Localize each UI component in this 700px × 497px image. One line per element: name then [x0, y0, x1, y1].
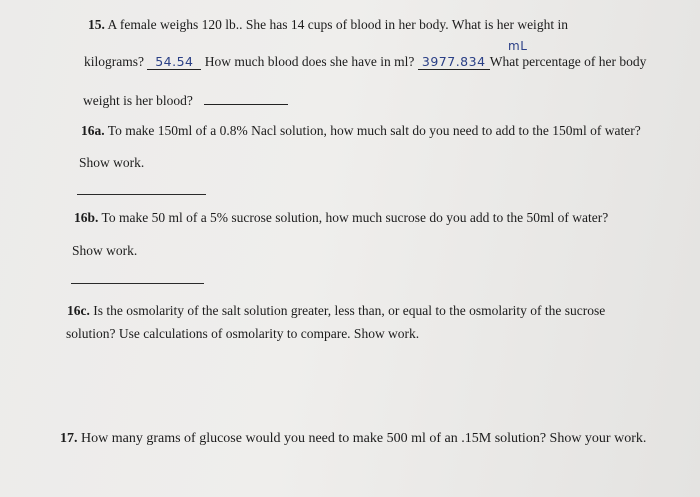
bleed-through-text [300, 40, 303, 52]
question-15-kg-answer-blank [147, 55, 201, 70]
question-16b-text: To make 50 ml of a 5% sucrose solution, how much sucrose do you add to the 50ml of water? [101, 210, 609, 225]
question-16a-show-work: Show work. [79, 155, 145, 170]
question-16c-line-1 [67, 304, 605, 318]
question-15-ml-answer: 3977.834 [421, 54, 486, 69]
question-15-text: A female weighs 120 lb.. She has 14 cups of blood in her body. What is her weight in [107, 17, 568, 32]
question-15-ml-answer-blank [418, 55, 490, 70]
question-15-line-1 [88, 18, 568, 32]
question-17-number: 17. [60, 431, 78, 446]
question-16b-answer-line [71, 283, 204, 284]
question-16a-answer-line [77, 194, 206, 195]
question-15-pct-question: What percentage of her body [489, 54, 647, 69]
question-15-ml-question: How much blood does she have in ml? [204, 54, 415, 69]
question-17-line-1 [60, 432, 646, 446]
question-16c-text-2: solution? Use calculations of osmolarity to compare. Show work. [66, 326, 420, 341]
question-15-line-3 [83, 94, 288, 108]
question-15-kg-answer: 54.54 [155, 54, 194, 69]
question-16b-show-work: Show work. [72, 243, 138, 258]
question-15-pct-line: weight is her blood? [83, 93, 193, 108]
question-17-text: How many grams of glucose would you need to make 500 ml of an .15M solution? Show your work. [81, 431, 647, 446]
question-15-line-2 [84, 55, 646, 70]
question-15-number: 15. [88, 17, 105, 32]
question-16c-line-2 [66, 327, 419, 341]
question-15-ml-unit: mL [508, 39, 528, 53]
question-16a-number: 16a. [81, 123, 105, 138]
question-16a-text: To make 150ml of a 0.8% Nacl solution, how much salt do you need to add to the 150ml of water? [107, 123, 641, 138]
question-16c-number: 16c. [67, 303, 90, 318]
question-15-kg-prefix: kilograms? [84, 54, 144, 69]
question-16a-line-1 [81, 124, 641, 138]
question-16b-line-1 [74, 211, 608, 225]
question-15-pct-answer-blank [204, 104, 288, 105]
question-16c-text-1: Is the osmolarity of the salt solution greater, less than, or equal to the osmolarity of the sucrose [93, 303, 606, 318]
question-16b-number: 16b. [74, 210, 99, 225]
